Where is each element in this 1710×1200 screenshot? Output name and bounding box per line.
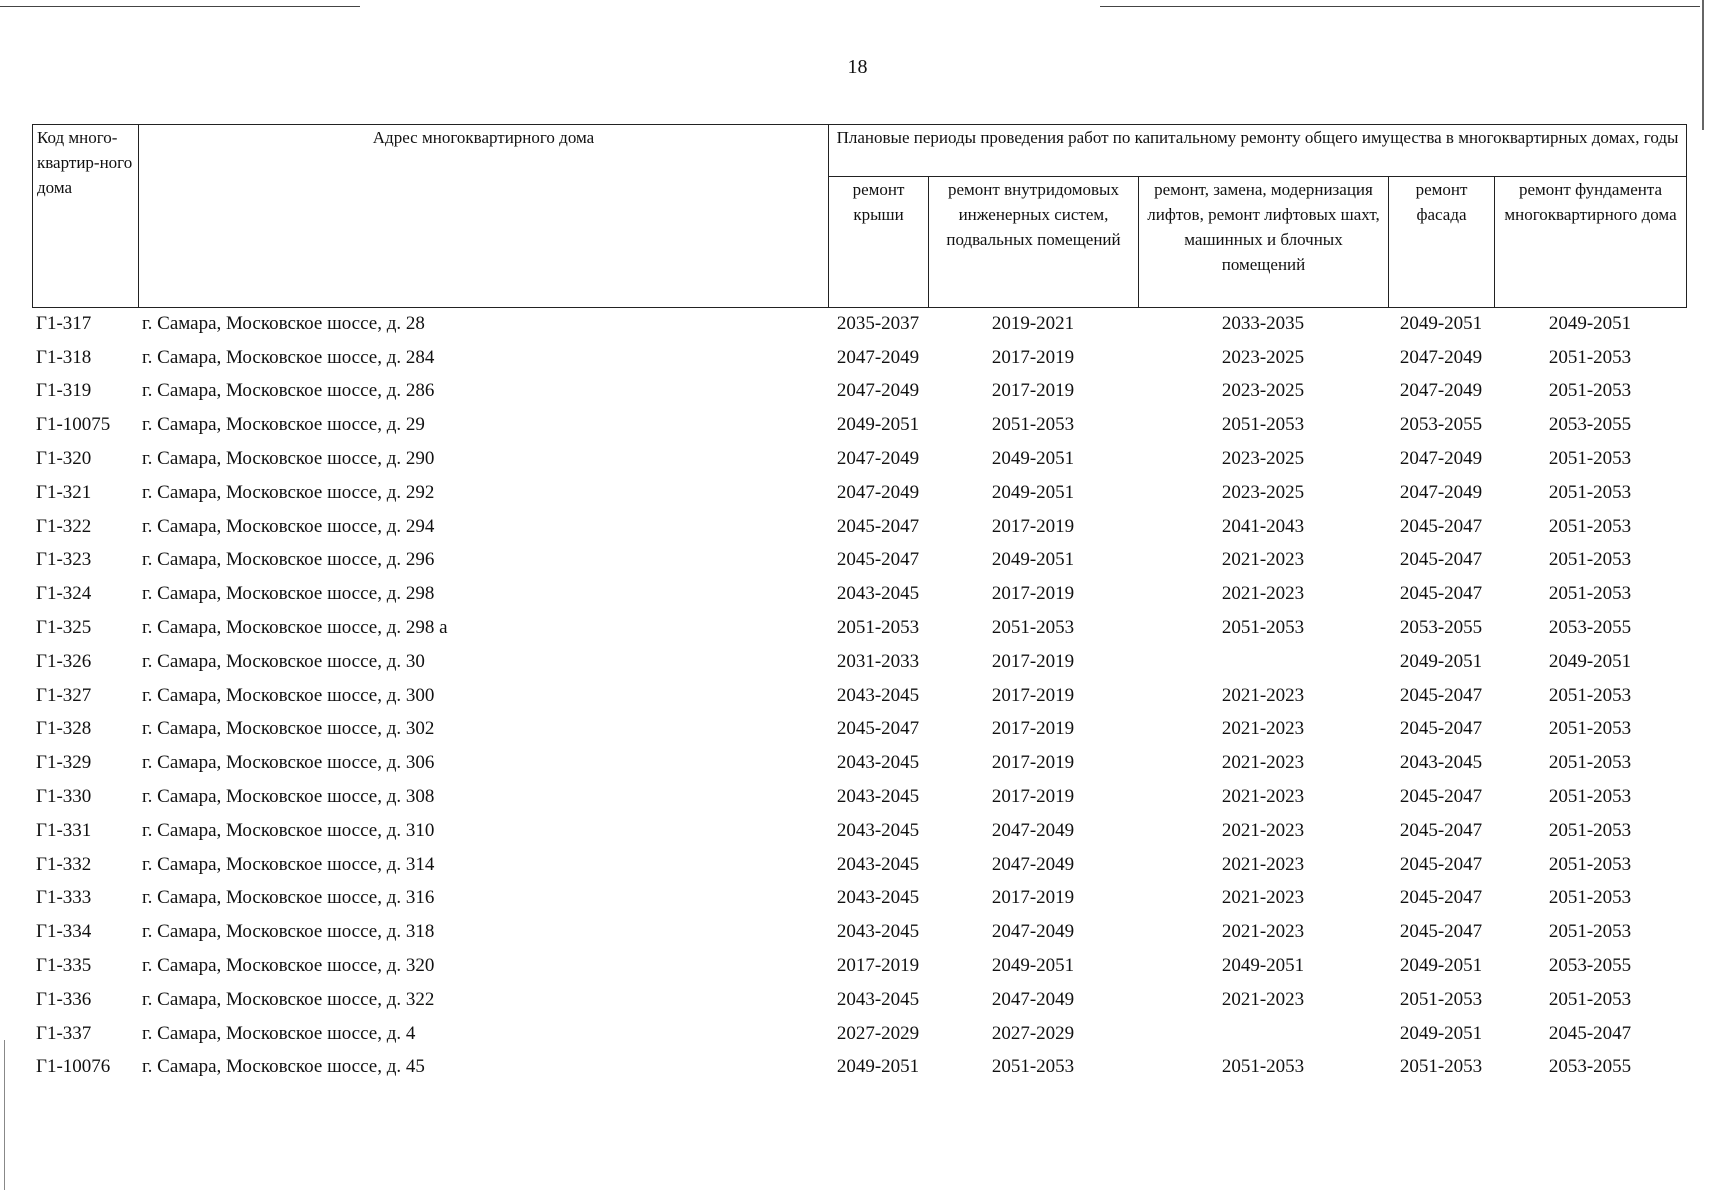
roof-period: 2045-2047 <box>836 515 920 537</box>
house-address: г. Самара, Московское шоссе, д. 29 <box>142 414 425 436</box>
roof-period: 2043-2045 <box>836 786 920 808</box>
systems-period: 2047-2049 <box>991 988 1075 1010</box>
house-code: Г1-328 <box>36 718 92 740</box>
table-row <box>32 814 1686 848</box>
house-address: г. Самара, Московское шоссе, д. 28 <box>142 312 425 334</box>
house-code: Г1-329 <box>36 752 92 774</box>
systems-period: 2017-2019 <box>991 718 1075 740</box>
table-row <box>32 476 1686 510</box>
lifts-period: 2023-2025 <box>1221 448 1305 470</box>
house-code: Г1-336 <box>36 988 92 1010</box>
roof-period: 2047-2049 <box>836 380 920 402</box>
lifts-period <box>1138 645 1388 679</box>
systems-period: 2017-2019 <box>991 752 1075 774</box>
roof-period: 2049-2051 <box>836 1056 920 1078</box>
facade-period: 2045-2047 <box>1399 549 1483 571</box>
systems-period: 2017-2019 <box>991 786 1075 808</box>
foundation-period: 2051-2053 <box>1548 515 1632 537</box>
table-row <box>32 915 1686 949</box>
foundation-period: 2051-2053 <box>1548 853 1632 875</box>
house-code: Г1-334 <box>36 921 92 943</box>
lifts-period: 2033-2035 <box>1221 312 1305 334</box>
house-address: г. Самара, Московское шоссе, д. 4 <box>142 1022 416 1044</box>
foundation-period: 2053-2055 <box>1548 1056 1632 1078</box>
house-code: Г1-10075 <box>36 414 111 436</box>
lifts-period: 2021-2023 <box>1221 583 1305 605</box>
roof-period: 2035-2037 <box>836 312 920 334</box>
facade-period: 2045-2047 <box>1399 887 1483 909</box>
foundation-period: 2051-2053 <box>1548 684 1632 706</box>
systems-period: 2049-2051 <box>991 448 1075 470</box>
facade-period: 2045-2047 <box>1399 853 1483 875</box>
roof-period: 2047-2049 <box>836 481 920 503</box>
table-row <box>32 1017 1686 1051</box>
facade-period: 2051-2053 <box>1399 1056 1483 1078</box>
house-address: г. Самара, Московское шоссе, д. 290 <box>142 448 435 470</box>
lifts-period: 2021-2023 <box>1221 819 1305 841</box>
roof-period: 2043-2045 <box>836 887 920 909</box>
lifts-period: 2021-2023 <box>1221 684 1305 706</box>
table-row <box>32 307 1686 341</box>
foundation-period: 2053-2055 <box>1548 617 1632 639</box>
foundation-period: 2051-2053 <box>1548 921 1632 943</box>
foundation-period: 2045-2047 <box>1548 1022 1632 1044</box>
house-address: г. Самара, Московское шоссе, д. 284 <box>142 346 435 368</box>
systems-period: 2017-2019 <box>991 583 1075 605</box>
lifts-period: 2021-2023 <box>1221 752 1305 774</box>
house-address: г. Самара, Московское шоссе, д. 294 <box>142 515 435 537</box>
roof-period: 2043-2045 <box>836 819 920 841</box>
table-row <box>32 679 1686 713</box>
house-code: Г1-330 <box>36 786 92 808</box>
table-row <box>32 645 1686 679</box>
house-code: Г1-317 <box>36 312 92 334</box>
roof-period: 2045-2047 <box>836 549 920 571</box>
facade-period: 2049-2051 <box>1399 1022 1483 1044</box>
header-systems: ремонт внутридомовых инженерных систем, подвальных помещений <box>929 177 1139 308</box>
facade-period: 2049-2051 <box>1399 312 1483 334</box>
roof-period: 2043-2045 <box>836 853 920 875</box>
foundation-period: 2053-2055 <box>1548 414 1632 436</box>
house-address: г. Самара, Московское шоссе, д. 30 <box>142 650 425 672</box>
foundation-period: 2051-2053 <box>1548 786 1632 808</box>
facade-period: 2045-2047 <box>1399 786 1483 808</box>
systems-period: 2027-2029 <box>991 1022 1075 1044</box>
lifts-period: 2021-2023 <box>1221 853 1305 875</box>
roof-period: 2043-2045 <box>836 752 920 774</box>
roof-period: 2017-2019 <box>836 955 920 977</box>
lifts-period: 2051-2053 <box>1221 1056 1305 1078</box>
foundation-period: 2051-2053 <box>1548 346 1632 368</box>
header-foundation: ремонт фундамента многоквартирного дома <box>1495 177 1687 308</box>
systems-period: 2049-2051 <box>991 549 1075 571</box>
foundation-period: 2051-2053 <box>1548 448 1632 470</box>
foundation-period: 2051-2053 <box>1548 718 1632 740</box>
facade-period: 2053-2055 <box>1399 617 1483 639</box>
systems-period: 2017-2019 <box>991 380 1075 402</box>
house-address: г. Самара, Московское шоссе, д. 320 <box>142 955 435 977</box>
roof-period: 2043-2045 <box>836 684 920 706</box>
house-address: г. Самара, Московское шоссе, д. 314 <box>142 853 435 875</box>
house-code: Г1-331 <box>36 819 92 841</box>
foundation-period: 2051-2053 <box>1548 549 1632 571</box>
table-row <box>32 949 1686 983</box>
house-code: Г1-332 <box>36 853 92 875</box>
scan-border-top-left <box>0 6 360 7</box>
foundation-period: 2051-2053 <box>1548 583 1632 605</box>
house-address: г. Самара, Московское шоссе, д. 306 <box>142 752 435 774</box>
house-code: Г1-318 <box>36 346 92 368</box>
table-row <box>32 780 1686 814</box>
table-row <box>32 848 1686 882</box>
house-address: г. Самара, Московское шоссе, д. 318 <box>142 921 435 943</box>
facade-period: 2043-2045 <box>1399 752 1483 774</box>
roof-period: 2047-2049 <box>836 448 920 470</box>
systems-period: 2049-2051 <box>991 481 1075 503</box>
page-number: 18 <box>847 56 868 78</box>
foundation-period: 2053-2055 <box>1548 955 1632 977</box>
lifts-period: 2021-2023 <box>1221 887 1305 909</box>
table-row <box>32 408 1686 442</box>
roof-period: 2031-2033 <box>836 650 920 672</box>
lifts-period: 2023-2025 <box>1221 346 1305 368</box>
roof-period: 2027-2029 <box>836 1022 920 1044</box>
table-row <box>32 611 1686 645</box>
foundation-period: 2051-2053 <box>1548 380 1632 402</box>
foundation-period: 2051-2053 <box>1548 752 1632 774</box>
roof-period: 2049-2051 <box>836 414 920 436</box>
header-facade: ремонт фасада <box>1389 177 1495 308</box>
house-code: Г1-324 <box>36 583 92 605</box>
facade-period: 2045-2047 <box>1399 583 1483 605</box>
lifts-period: 2051-2053 <box>1221 617 1305 639</box>
table-header <box>32 124 1687 308</box>
facade-period: 2045-2047 <box>1399 684 1483 706</box>
table-row <box>32 983 1686 1017</box>
house-code: Г1-320 <box>36 448 92 470</box>
header-address: Адрес многоквартирного дома <box>139 125 829 308</box>
lifts-period: 2041-2043 <box>1221 515 1305 537</box>
facade-period: 2045-2047 <box>1399 921 1483 943</box>
facade-period: 2053-2055 <box>1399 414 1483 436</box>
systems-period: 2051-2053 <box>991 617 1075 639</box>
facade-period: 2047-2049 <box>1399 346 1483 368</box>
systems-period: 2051-2053 <box>991 414 1075 436</box>
roof-period: 2043-2045 <box>836 921 920 943</box>
foundation-period: 2051-2053 <box>1548 819 1632 841</box>
repair-schedule-table <box>32 307 1686 1084</box>
table-row <box>32 882 1686 916</box>
systems-period: 2017-2019 <box>991 650 1075 672</box>
facade-period: 2045-2047 <box>1399 819 1483 841</box>
lifts-period: 2021-2023 <box>1221 549 1305 571</box>
lifts-period: 2051-2053 <box>1221 414 1305 436</box>
house-code: Г1-326 <box>36 650 92 672</box>
facade-period: 2051-2053 <box>1399 988 1483 1010</box>
foundation-period: 2051-2053 <box>1548 481 1632 503</box>
systems-period: 2017-2019 <box>991 684 1075 706</box>
foundation-period: 2049-2051 <box>1548 650 1632 672</box>
systems-period: 2017-2019 <box>991 346 1075 368</box>
lifts-period: 2021-2023 <box>1221 921 1305 943</box>
table-row <box>32 1051 1686 1085</box>
house-address: г. Самара, Московское шоссе, д. 302 <box>142 718 435 740</box>
systems-period: 2049-2051 <box>991 955 1075 977</box>
systems-period: 2017-2019 <box>991 887 1075 909</box>
systems-period: 2017-2019 <box>991 515 1075 537</box>
foundation-period: 2051-2053 <box>1548 887 1632 909</box>
systems-period: 2051-2053 <box>991 1056 1075 1078</box>
table-row <box>32 510 1686 544</box>
header-code: Код много-квартир-ного дома <box>33 125 139 308</box>
table-row <box>32 375 1686 409</box>
roof-period: 2047-2049 <box>836 346 920 368</box>
house-code: Г1-335 <box>36 955 92 977</box>
lifts-period: 2021-2023 <box>1221 718 1305 740</box>
roof-period: 2045-2047 <box>836 718 920 740</box>
header-roof: ремонт крыши <box>829 177 929 308</box>
table-row <box>32 713 1686 747</box>
house-code: Г1-321 <box>36 481 92 503</box>
table-row <box>32 442 1686 476</box>
scan-border-top-right <box>1100 6 1700 7</box>
roof-period: 2051-2053 <box>836 617 920 639</box>
foundation-period: 2049-2051 <box>1548 312 1632 334</box>
facade-period: 2045-2047 <box>1399 515 1483 537</box>
table-row <box>32 577 1686 611</box>
table-row <box>32 746 1686 780</box>
systems-period: 2019-2021 <box>991 312 1075 334</box>
facade-period: 2047-2049 <box>1399 380 1483 402</box>
facade-period: 2049-2051 <box>1399 955 1483 977</box>
house-address: г. Самара, Московское шоссе, д. 292 <box>142 481 435 503</box>
house-address: г. Самара, Московское шоссе, д. 310 <box>142 819 435 841</box>
house-code: Г1-337 <box>36 1022 92 1044</box>
house-code: Г1-327 <box>36 684 92 706</box>
lifts-period: 2021-2023 <box>1221 988 1305 1010</box>
house-address: г. Самара, Московское шоссе, д. 316 <box>142 887 435 909</box>
house-code: Г1-333 <box>36 887 92 909</box>
house-address: г. Самара, Московское шоссе, д. 286 <box>142 380 435 402</box>
house-address: г. Самара, Московское шоссе, д. 298 <box>142 583 435 605</box>
lifts-period <box>1138 1017 1388 1051</box>
roof-period: 2043-2045 <box>836 583 920 605</box>
table-body <box>32 307 1686 1084</box>
house-address: г. Самара, Московское шоссе, д. 45 <box>142 1056 425 1078</box>
systems-period: 2047-2049 <box>991 819 1075 841</box>
header-lifts: ремонт, замена, модернизация лифтов, ремонт лифтовых шахт, машинных и блочных помещений <box>1139 177 1389 308</box>
house-code: Г1-322 <box>36 515 92 537</box>
house-address: г. Самара, Московское шоссе, д. 300 <box>142 684 435 706</box>
facade-period: 2047-2049 <box>1399 448 1483 470</box>
facade-period: 2047-2049 <box>1399 481 1483 503</box>
house-address: г. Самара, Московское шоссе, д. 298 а <box>142 617 448 639</box>
table-row <box>32 341 1686 375</box>
house-code: Г1-319 <box>36 380 92 402</box>
house-address: г. Самара, Московское шоссе, д. 322 <box>142 988 435 1010</box>
foundation-period: 2051-2053 <box>1548 988 1632 1010</box>
house-code: Г1-325 <box>36 617 92 639</box>
systems-period: 2047-2049 <box>991 921 1075 943</box>
systems-period: 2047-2049 <box>991 853 1075 875</box>
table-row <box>32 544 1686 578</box>
lifts-period: 2023-2025 <box>1221 380 1305 402</box>
house-code: Г1-10076 <box>36 1056 111 1078</box>
roof-period: 2043-2045 <box>836 988 920 1010</box>
lifts-period: 2049-2051 <box>1221 955 1305 977</box>
facade-period: 2049-2051 <box>1399 650 1483 672</box>
scan-border-left <box>4 1040 5 1190</box>
facade-period: 2045-2047 <box>1399 718 1483 740</box>
lifts-period: 2021-2023 <box>1221 786 1305 808</box>
lifts-period: 2023-2025 <box>1221 481 1305 503</box>
house-address: г. Самара, Московское шоссе, д. 308 <box>142 786 435 808</box>
house-code: Г1-323 <box>36 549 92 571</box>
header-periods: Плановые периоды проведения работ по капитальному ремонту общего имущества в многоквартирных домах, годы <box>829 125 1687 177</box>
house-address: г. Самара, Московское шоссе, д. 296 <box>142 549 435 571</box>
